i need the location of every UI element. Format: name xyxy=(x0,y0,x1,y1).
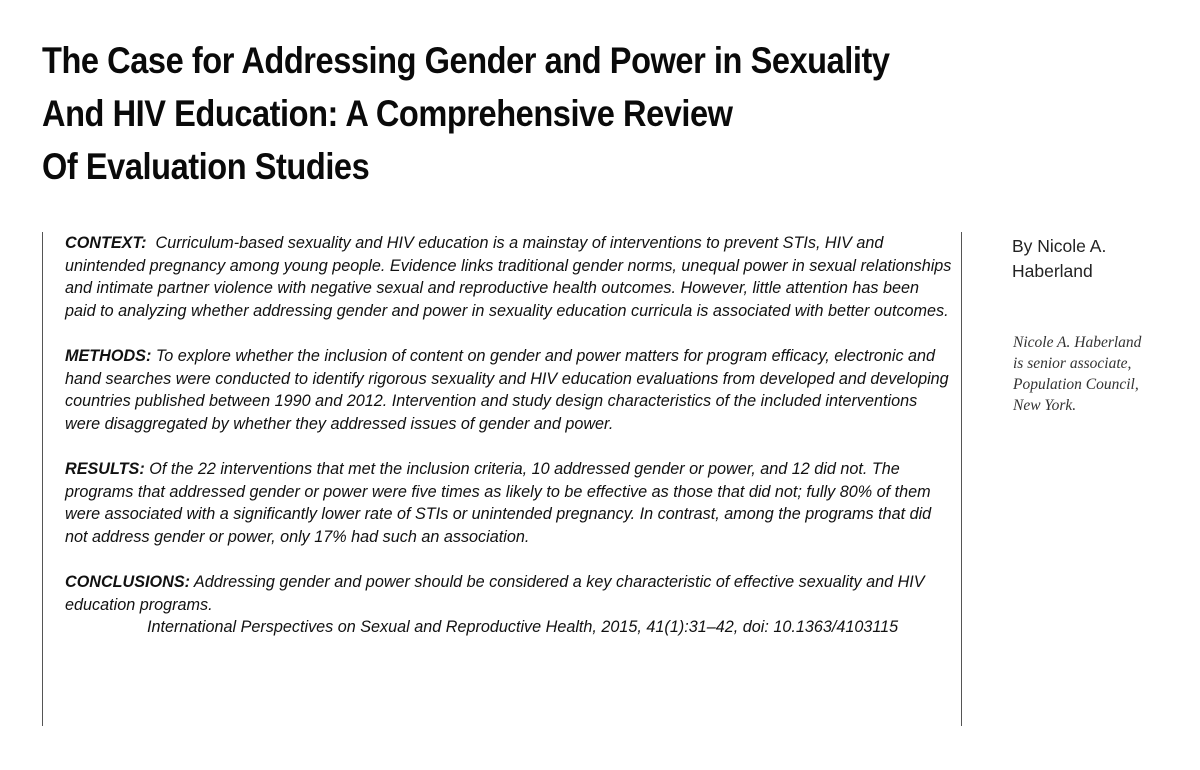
results-text: Of the 22 interventions that met the inclusion criteria, 10 addressed gender or power, and 12 did not. The programs that addressed gender or power were five times as likely to be effective as those that did not; fully 80% of them were associated with a significantly lower rate of STIs or unintended pregnancy. In contrast, among the programs that did not address gender or power, only 17% had such an association. xyxy=(65,459,932,546)
affiliation-line: is senior associate, xyxy=(1013,355,1132,372)
affiliation-line: Nicole A. Haberland xyxy=(1013,334,1142,351)
abstract-box xyxy=(42,232,962,726)
title-line: The Case for Addressing Gender and Power in Sexuality xyxy=(42,40,890,81)
abstract-conclusions xyxy=(65,571,953,639)
article-title xyxy=(42,34,890,193)
title-line: Of Evaluation Studies xyxy=(42,146,370,187)
citation: International Perspectives on Sexual and Reproductive Health, 2015, 41(1):31–42, doi: 10.1363/4103115 xyxy=(147,618,899,637)
author-byline: By Nicole A. Haberland xyxy=(1012,236,1107,281)
abstract-results xyxy=(65,458,953,548)
methods-label: METHODS: xyxy=(65,346,152,365)
abstract-methods xyxy=(65,345,953,435)
context-text: Curriculum-based sexuality and HIV education is a mainstay of interventions to prevent STIs, HIV and unintended pregnancy among young people. Evidence links traditional gender norms, unequal power in sexual relationships and intimate partner violence with negative sexual and reproductive health outcomes. However, little attention has been paid to analyzing whether addressing gender and power in sexuality education curricula is associated with better outcomes. xyxy=(65,234,952,320)
conclusions-label: CONCLUSIONS: xyxy=(65,572,191,591)
abstract-context xyxy=(65,232,953,322)
methods-text: To explore whether the inclusion of content on gender and power matters for program efficacy, electronic and hand searches were conducted to identify rigorous sexuality and HIV education evaluations from developed and developing countries published between 1990 and 2012. Intervention and study design characteristics of the included interventions were disaggregated by whether they addressed issues of gender and power. xyxy=(65,346,949,433)
author-affiliation xyxy=(1013,332,1183,416)
conclusions-text: Addressing gender and power should be considered a key characteristic of effective sexuality and HIV education programs. xyxy=(65,572,925,614)
context-label: CONTEXT: xyxy=(65,234,147,252)
title-line: And HIV Education: A Comprehensive Review xyxy=(42,93,733,134)
results-label: RESULTS: xyxy=(65,459,145,478)
affiliation-line: New York. xyxy=(1013,397,1077,414)
affiliation-line: Population Council, xyxy=(1013,376,1139,393)
